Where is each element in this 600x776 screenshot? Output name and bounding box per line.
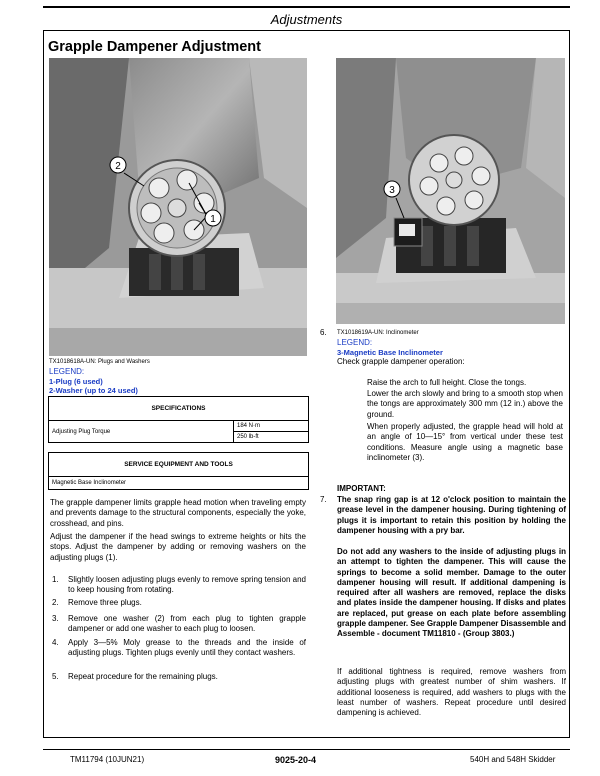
spec-value-imperial: 250 lb-ft [234,432,309,443]
closing-paragraph: If additional tightness is required, remove washers from adjusting plugs with greatest number of shim washers. If additional looseness is required, add washers to plugs with the least number of washers. Repeat procedure until desired dampening is achieved. [337,667,566,718]
figure2-caption: TX1018619A-UN: Inclinometer [337,330,419,336]
service-equipment-item: Magnetic Base Inclinometer [49,477,309,490]
step-text: Apply 3—5% Moly grease to the threads and the inside of adjusting plugs. Tighten plugs evenly until they contact washers. [68,638,306,658]
callout-2: 2 [115,161,121,172]
footer-model: 540H and 548H Skidder [470,755,556,764]
step-number: 3. [52,614,59,623]
figure2-legend-title: LEGEND: [337,338,373,347]
inclinometer-photo [336,58,565,324]
step-6-sub-2: Lower the arch slowly and bring to a smooth stop when the tongs are approximately 300 mm (12 in.) above the ground. [367,389,563,419]
service-equipment-table [48,452,309,490]
specifications-table [48,396,309,443]
step-number: 4. [52,638,59,647]
header-top-rule [43,6,570,8]
step-text: Repeat procedure for the remaining plugs. [68,672,218,681]
figure1-legend-item-2: 2-Washer (up to 24 used) [49,386,138,395]
step-6-sub-3: When properly adjusted, the grapple head will hold at an angle of 10—15° from vertical under these test conditions. Measure angle using a magnetic base inclinometer (3). [367,422,563,462]
figure1-legend-title: LEGEND: [49,367,85,376]
figure1-legend-item-1: 1-Plug (6 used) [49,377,103,386]
step-number: 2. [52,598,59,607]
step-text: Slightly loosen adjusting plugs evenly to remove spring tension and to keep housing from rotating. [68,575,306,595]
step-number: 5. [52,672,59,681]
specifications-title: SPECIFICATIONS [49,397,309,421]
callout-1: 1 [210,214,216,225]
spec-value-metric: 184 N·m [234,421,309,432]
plugs-washers-photo [49,58,307,356]
important-paragraph-1: The snap ring gap is at 12 o'clock position to maintain the grease level in the dampener housing. During tightening of plugs it is important to retain this position by holding the dampener housing with a pry bar. [337,495,566,535]
step-text: Remove one washer (2) from each plug to tighten grapple dampener or add one washer to each plug to loosen. [68,614,306,634]
step-number: 1. [52,575,59,584]
intro-paragraph-2: Adjust the dampener if the head swings to extreme heights or hits the stops. Adjust the dampener by adding or removing washers on the adjusting plugs (1). [50,532,306,562]
figure2-legend-item-1: 3-Magnetic Base Inclinometer [337,348,443,357]
important-paragraph-2: Do not add any washers to the inside of adjusting plugs in an attempt to tighten the dampener. This will cause the springs to become a solid member. Damage to the outer dampener housing will result. If additional dampening is required after all washers are removed, replace the disks and plates inside the dampener housing. If disks and plates are replaced, put grease on each plate before assembling grapple dampener. See Grapple Dampener Disassemble and Assemble - document TM11810 - (Group 3803.) [337,547,566,639]
footer-page-number: 9025-20-4 [275,755,317,765]
step-text: Remove three plugs. [68,598,142,607]
step-7-number: 7. [320,495,327,504]
important-heading: IMPORTANT: [337,484,386,493]
callout-3: 3 [389,185,395,196]
step-6-sub-1: Raise the arch to full height. Close the tongs. [367,378,527,387]
section-header: Adjustments [270,12,343,27]
service-equipment-title: SERVICE EQUIPMENT AND TOOLS [49,453,309,477]
step-6-lead: Check grapple dampener operation: [337,357,465,366]
footer-rule [43,749,570,750]
spec-row-label: Adjusting Plug Torque [49,421,234,443]
figure1-caption: TX1018618A-UN: Plugs and Washers [49,359,150,365]
page-title: Grapple Dampener Adjustment [48,39,261,55]
step-6-number: 6. [320,328,327,337]
footer-doc-id: TM11794 (10JUN21) [70,755,145,764]
intro-paragraph-1: The grapple dampener limits grapple head motion when traveling empty and prevents damage to the structural components, especially the yoke, crosshead, and pins. [50,498,306,528]
